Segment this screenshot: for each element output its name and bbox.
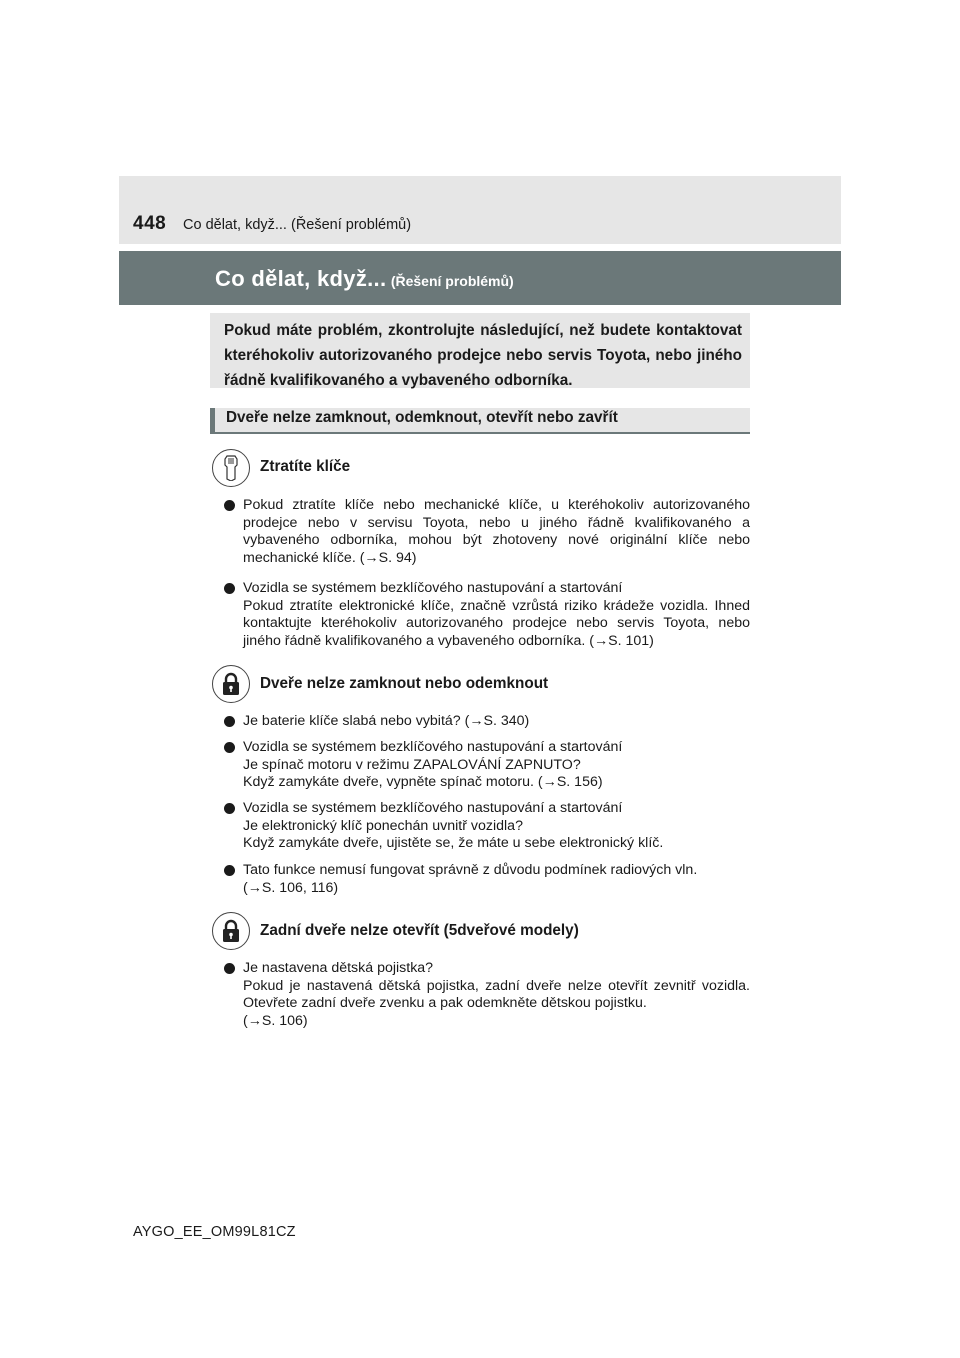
bullet-dot <box>224 803 235 814</box>
list-item: Vozidla se systémem bezklíčového nastupování a startování Je spínač motoru v režimu ZAPALOVÁNÍ ZAPNUTO? Když zamykáte dveře, vypněte spínač motoru. (→S. 156) <box>224 739 750 792</box>
bullet-dot <box>224 716 235 727</box>
running-head: Co dělat, když... (Řešení problémů) <box>183 217 412 233</box>
list-item: Vozidla se systémem bezklíčového nastupování a startování Pokud ztratíte elektronické klíče, značně vzrůstá riziko krádeže vozidla. Ihned kontaktujte kteréhokoliv autorizovaného prodejce nebo servis Toyota, nebo jiného řádně kvalifikovaného a vybaveného odborníka. (→S. 101) <box>224 580 750 650</box>
section-heading: Dveře nelze zamknout, odemknout, otevřít nebo zavřít <box>210 408 750 434</box>
bullet-dot <box>224 583 235 594</box>
intro-box: Pokud máte problém, zkontrolujte následující, než budete kontaktovat kteréhokoliv autorizovaného prodejce nebo servis Toyota, nebo jiného řádně kvalifikovaného a vybaveného odborníka. <box>210 313 750 388</box>
list-item: Pokud ztratíte klíče nebo mechanické klíče, u kteréhokoliv autorizovaného prodejce nebo v servisu Toyota, nebo u jiného řádně kvalifikovaného a vybaveného odborníka, mohou být zhotoveny nové originální klíče nebo mechanické klíče. (→S. 94) <box>224 497 750 567</box>
bullet-dot <box>224 742 235 753</box>
bullet-dot <box>224 865 235 876</box>
padlock-icon <box>212 912 250 950</box>
list-item: Vozidla se systémem bezklíčového nastupování a startování Je elektronický klíč ponechán uvnitř vozidla? Když zamykáte dveře, ujistěte se, že máte u sebe elektronický klíč. <box>224 800 750 853</box>
header-band <box>119 176 841 244</box>
padlock-icon <box>212 665 250 703</box>
page-title-sub: (Řešení problémů) <box>390 273 514 289</box>
page-title <box>215 266 514 292</box>
bullet-dot <box>224 963 235 974</box>
document-code: AYGO_EE_OM99L81CZ <box>133 1224 296 1240</box>
subsection-title-lost-keys: Ztratíte klíče <box>260 458 351 475</box>
key-icon <box>212 449 250 487</box>
page-title-main: Co dělat, když... <box>215 266 387 291</box>
list-item: Tato funkce nemusí fungovat správně z důvodu podmínek radiových vln. (→S. 106, 116) <box>224 862 750 897</box>
list-item: Je nastavena dětská pojistka? Pokud je nastavená dětská pojistka, zadní dveře nelze otevřít zevnitř vozidla. Otevřete zadní dveře zvenku a pak odemkněte dětskou pojistku. (→S. 106) <box>224 960 750 1030</box>
list-item: Je baterie klíče slabá nebo vybitá? (→S. 340) <box>224 713 750 731</box>
page-number: 448 <box>133 213 167 234</box>
subsection-title-lock-unlock: Dveře nelze zamknout nebo odemknout <box>260 675 549 692</box>
bullet-dot <box>224 500 235 511</box>
subsection-title-rear-doors: Zadní dveře nelze otevřít (5dveřové modely) <box>260 922 579 939</box>
